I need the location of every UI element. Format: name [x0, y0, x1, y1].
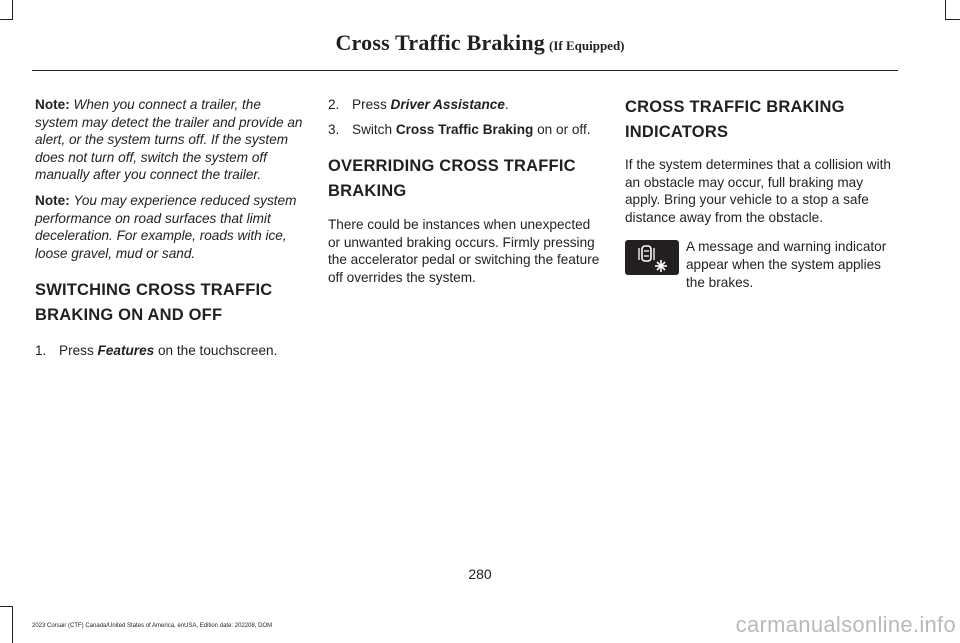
step-prefix: Switch — [352, 121, 393, 137]
edition-info: 2023 Corsair (CTF) Canada/United States of America, enUSA, Edition date: 202208, DOM — [32, 623, 273, 629]
indicator-caption: A message and warning indicator appear when the system applies the brakes. — [686, 239, 887, 290]
step-1 — [35, 342, 305, 360]
heading-line: BRAKING ON AND OFF — [35, 306, 223, 325]
page-header — [0, 30, 960, 56]
step-number: 3. — [328, 121, 340, 137]
crop-mark-bl-v — [12, 606, 13, 643]
right-column — [625, 96, 897, 291]
step-number: 2. — [328, 97, 340, 112]
page-number: 280 — [468, 566, 492, 582]
overriding-body: There could be instances when unexpected or unwanted braking occurs. Firmly pressing the accelerator pedal or switching the feature off overrides the system. — [328, 217, 600, 285]
step-prefix: Press — [352, 97, 387, 112]
section-heading-switching — [35, 278, 305, 328]
header-rule — [32, 70, 898, 71]
heading-line: INDICATORS — [625, 123, 729, 141]
indicator-row — [625, 238, 897, 291]
note-label: Note: — [35, 192, 70, 208]
watermark: carmanualsonline.info — [735, 612, 956, 637]
heading-line: BRAKING — [328, 182, 407, 201]
step-feature-name: Cross Traffic Braking — [395, 121, 534, 137]
note-road-surface — [35, 192, 305, 262]
note-text: When you connect a trailer, the system may detect the trailer and provide an alert, or the system turns off. If the system does not turn off, switch the system off manually after you connect the trailer. — [35, 97, 303, 183]
page-subtitle: (If Equipped) — [549, 38, 625, 53]
cross-traffic-warning-icon — [625, 240, 679, 275]
step-text — [352, 121, 591, 139]
section-heading-indicators — [625, 95, 897, 145]
step-2 — [328, 96, 602, 114]
note-trailer — [35, 96, 305, 184]
step-suffix: on or off. — [537, 121, 591, 137]
step-menu-name: Features — [97, 343, 155, 359]
step-number: 1. — [35, 343, 47, 359]
indicators-body: If the system determines that a collision with an obstacle may occur, full braking may apply. Bring your vehicle to a stop a safe distance away from the obstacle. — [625, 157, 891, 225]
step-prefix: Press — [59, 343, 94, 359]
crop-mark-tl-v — [12, 0, 13, 20]
step-text — [352, 96, 509, 114]
note-text: You may experience reduced system performance on road surfaces that limit deceleration. For example, roads with ice, loose gravel, mud or sand. — [35, 192, 297, 261]
crop-mark-tl-h — [0, 19, 13, 20]
step-3 — [328, 121, 602, 139]
section-heading-overriding — [328, 154, 602, 204]
step-menu-name: Driver Assistance — [390, 97, 505, 112]
crop-mark-tr-v — [945, 0, 946, 20]
crop-mark-tr-h — [945, 19, 960, 20]
note-label: Note: — [35, 97, 70, 112]
heading-line: CROSS TRAFFIC BRAKING — [625, 98, 845, 116]
page-title: Cross Traffic Braking — [335, 30, 546, 55]
step-suffix: . — [504, 97, 509, 112]
step-suffix: on the touchscreen. — [157, 343, 278, 359]
heading-line: SWITCHING CROSS TRAFFIC — [35, 281, 273, 300]
left-column — [35, 96, 305, 367]
heading-line: OVERRIDING CROSS TRAFFIC — [328, 157, 576, 176]
middle-column — [328, 96, 602, 295]
step-text — [59, 342, 277, 360]
crop-mark-bl-h — [0, 606, 13, 607]
